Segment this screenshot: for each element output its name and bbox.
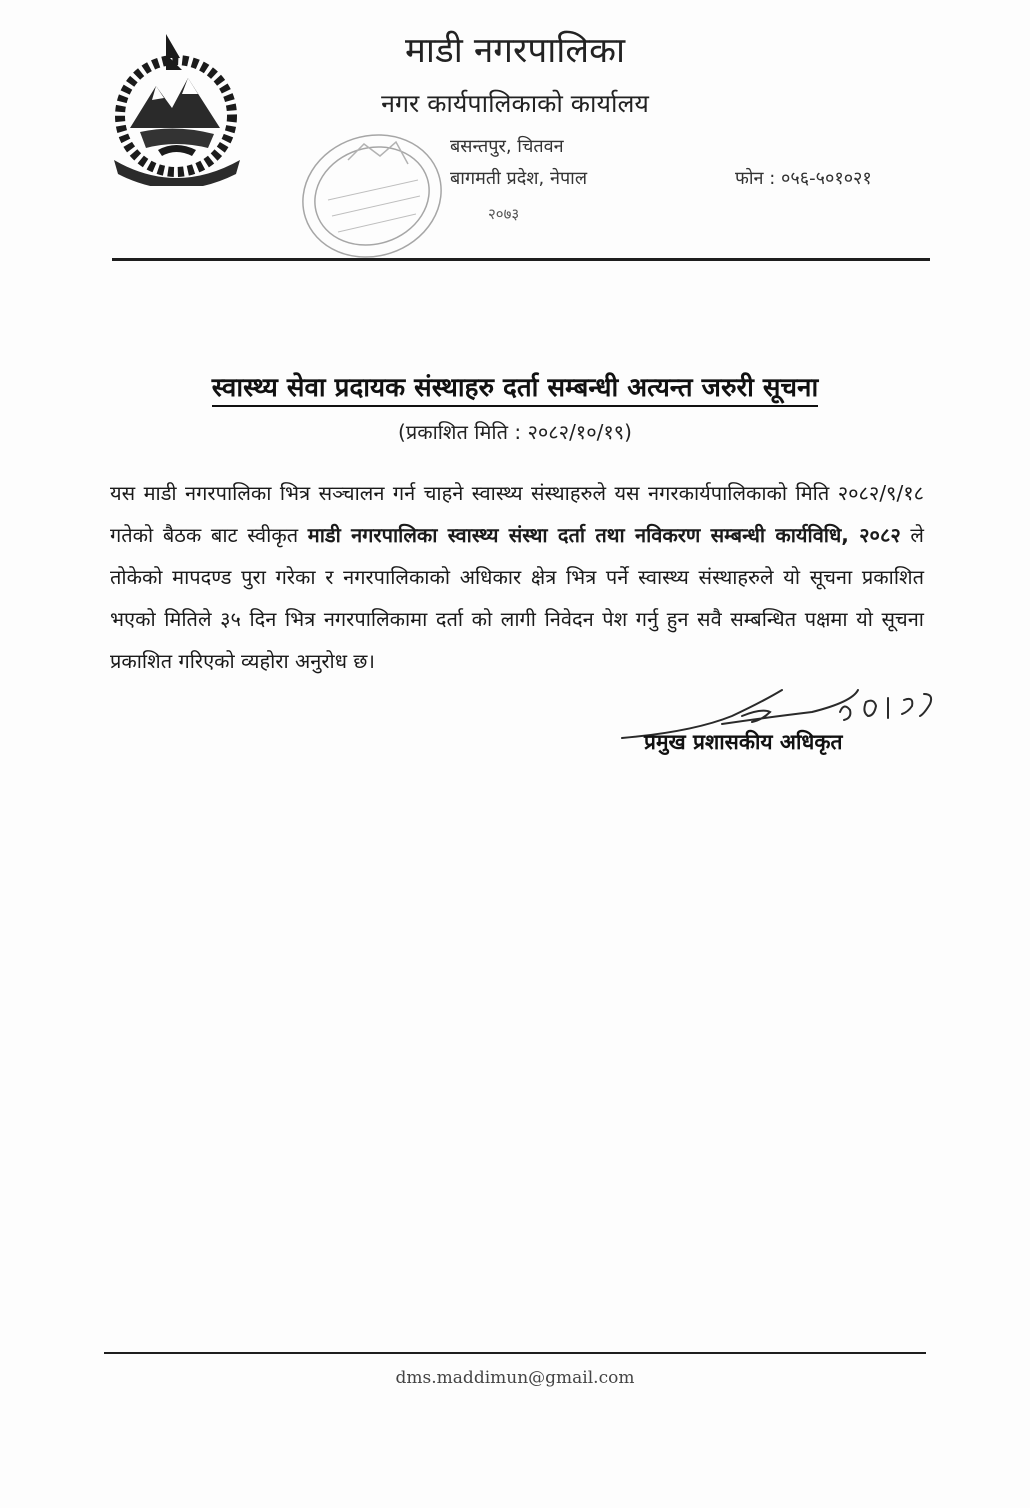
footer-email: dms.maddimun@gmail.com [395, 1368, 635, 1388]
body-text-bold-procedure: माडी नगरपालिका स्वास्थ्य संस्था दर्ता तथा नविकरण सम्बन्धी कार्यविधि, २०८२ [307, 523, 901, 547]
footer-divider [104, 1352, 926, 1354]
published-date: (प्रकाशित मिति : २०८२/१०/१९) [398, 420, 632, 444]
notice-body [110, 472, 924, 682]
municipality-name: माडी नगरपालिका [404, 31, 626, 71]
phone-number: फोन : ०५६-५०१०२१ [735, 168, 872, 189]
address-line-1: बसन्तपुर, चितवन [450, 136, 564, 157]
signatory-designation: प्रमुख प्रशासकीय अधिकृत [644, 730, 843, 754]
office-stamp [288, 120, 456, 270]
established-year: २०७३ [488, 205, 520, 223]
header-divider [112, 258, 930, 261]
body-text-part-1: यस माडी नगरपालिका भित्र सञ्चालन गर्न चाहने स्वास्थ्य संस्थाहरुले यस नगरकार्यपालिकाको मिति २०८२/९/१८ गतेको बैठक बाट स्वीकृत [110, 481, 924, 547]
office-name: नगर कार्यपालिकाको कार्यालय [381, 89, 649, 118]
notice-title-text: स्वास्थ्य सेवा प्रदायक संस्थाहरु दर्ता सम्बन्धी अत्यन्त जरुरी सूचना [212, 373, 818, 407]
address-line-2: बागमती प्रदेश, नेपाल [450, 168, 588, 189]
body-text-part-2: ले तोकेको मापदण्ड पुरा गरेका र नगरपालिकाको अधिकार क्षेत्र भित्र पर्ने स्वास्थ्य संस्थाहरुले यो सूचना प्रकाशित भएको मितिले ३५ दिन भित्र नगरपालिकामा दर्ता को लागी निवेदन पेश गर्नु हुन सवै सम्बन्धित पक्षमा यो सूचना प्रकाशित गरिएको व्यहोरा अनुरोध छ। [110, 523, 924, 673]
notice-title [0, 368, 1030, 404]
